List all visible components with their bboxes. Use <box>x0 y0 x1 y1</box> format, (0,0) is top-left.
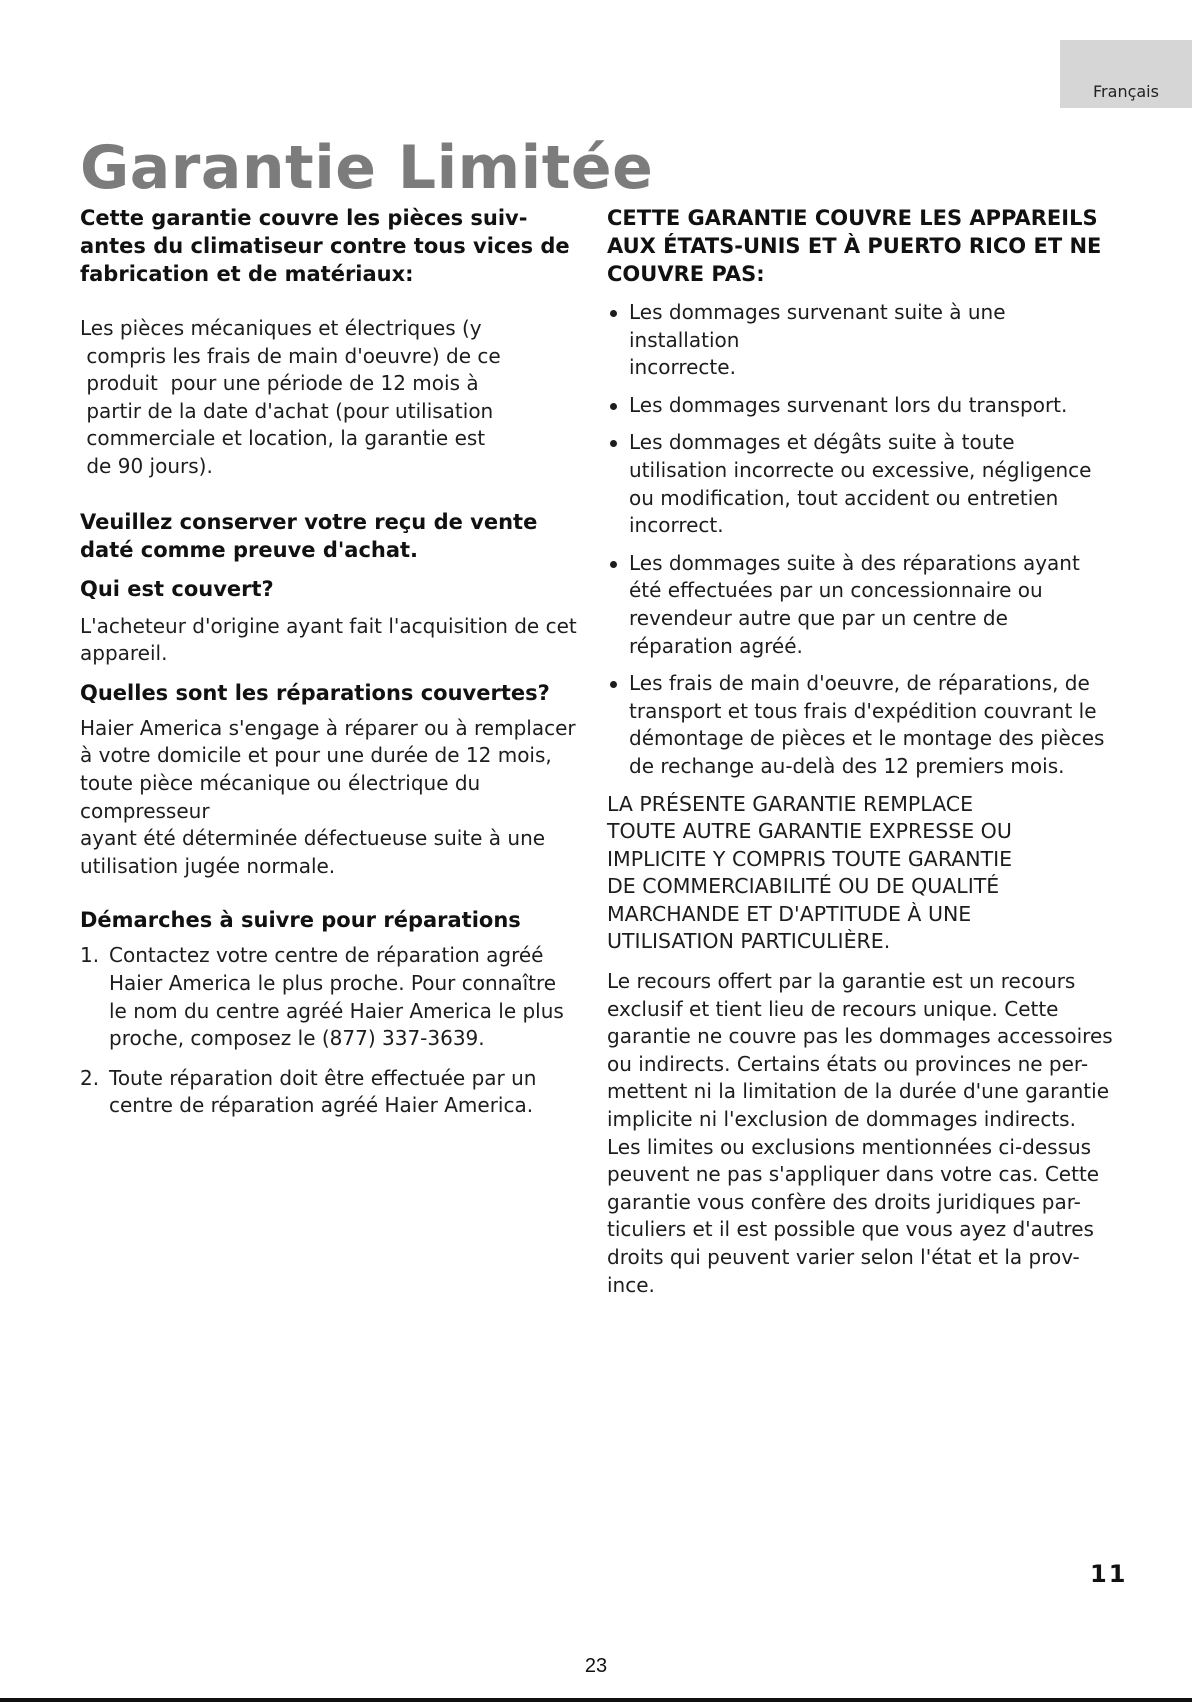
who-heading: Qui est couvert? <box>80 576 274 601</box>
list-item: Les dommages suite à des réparations ayant été effectuées par un concessionnaire ou revendeur autre que par un centre de réparation agréé. <box>607 550 1117 660</box>
list-item: Les dommages survenant suite à une installation incorrecte. <box>607 299 1117 382</box>
receipt-heading: Veuillez conserver votre reçu de vente daté comme preuve d'achat. <box>80 509 538 562</box>
step-text: Contactez votre centre de réparation agréé Haier America le plus proche. Pour connaître le nom du centre agréé Haier America le plus proche, composez le (877) 337-3639. <box>109 943 564 1051</box>
language-tab <box>1060 40 1192 108</box>
intro-text: Les pièces mécaniques et électriques (y compris les frais de main d'oeuvre) de ce produit pour une période de 12 mois à partir de la date d'achat (pour utilisation commerciale et location, la garantie est de 90 jours). <box>80 316 501 478</box>
page-title: Garantie Limitée <box>80 133 654 203</box>
list-item: Les dommages et dégâts suite à toute utilisation incorrecte ou excessive, négligence ou modification, tout accident ou entretien incorrect. <box>607 429 1117 539</box>
steps-list <box>80 942 580 1120</box>
list-item <box>80 1065 580 1120</box>
list-item: Les dommages survenant lors du transport. <box>607 392 1117 420</box>
list-item <box>80 942 580 1052</box>
right-column <box>607 204 1117 1299</box>
exclusions-heading: CETTE GARANTIE COUVRE LES APPAREILS AUX ÉTATS-UNIS ET À PUERTO RICO ET NE COUVRE PAS: <box>607 206 1102 286</box>
step-number: 1. <box>80 943 100 968</box>
remedy-text: Le recours offert par la garantie est un recours exclusif et tient lieu de recours unique. Cette garantie ne couvre pas les dommages accessoires ou indirects. Certains états ou provinces ne per- mettent ni la limitation de la durée d'une garantie implicite ni l'exclusion de dommages indirects. Les limites ou exclusions mentionnées ci-dessus peuvent ne pas s'appliquer dans votre cas. Cette garantie vous confère des droits juridiques par- ticuliers et il est possible que vous ayez d'autres droits qui peuvent varier selon l'état et la prov- ince. <box>607 969 1113 1297</box>
bottom-rule <box>0 1698 1192 1702</box>
language-tab-label: Français <box>1093 82 1159 101</box>
page-number: 23 <box>584 1655 608 1677</box>
left-column <box>80 204 580 1120</box>
folio-number: 11 <box>1090 1560 1128 1588</box>
list-item: Les frais de main d'oeuvre, de réparations, de transport et tous frais d'expédition couvrant le démontage de pièces et le montage des pièces de rechange au-delà des 12 premiers mois. <box>607 670 1117 780</box>
step-text: Toute réparation doit être effectuée par un centre de réparation agréé Haier America. <box>109 1065 537 1118</box>
who-text: L'acheteur d'origine ayant fait l'acquisition de cet appareil. <box>80 613 577 666</box>
replacement-notice: LA PRÉSENTE GARANTIE REMPLACE TOUTE AUTRE GARANTIE EXPRESSE OU IMPLICITE Y COMPRIS TOUTE GARANTIE DE COMMERCIABILITÉ OU DE QUALITÉ MARCHANDE ET D'APTITUDE À UNE UTILISATION PARTICULIÈRE. <box>607 791 1013 954</box>
steps-heading: Démarches à suivre pour réparations <box>80 908 521 933</box>
exclusions-list <box>607 299 1117 781</box>
repairs-text: Haier America s'engage à réparer ou à remplacer à votre domicile et pour une durée de 12 mois, toute pièce mécanique ou électrique du compresseur ayant été déterminée défectueuse suite à une utilisation jugée normale. <box>80 715 576 878</box>
repairs-heading: Quelles sont les réparations couvertes? <box>80 680 550 705</box>
step-number: 2. <box>80 1065 100 1090</box>
intro-heading: Cette garantie couvre les pièces suiv- antes du climatiseur contre tous vices de fabrication et de matériaux: <box>80 206 570 286</box>
